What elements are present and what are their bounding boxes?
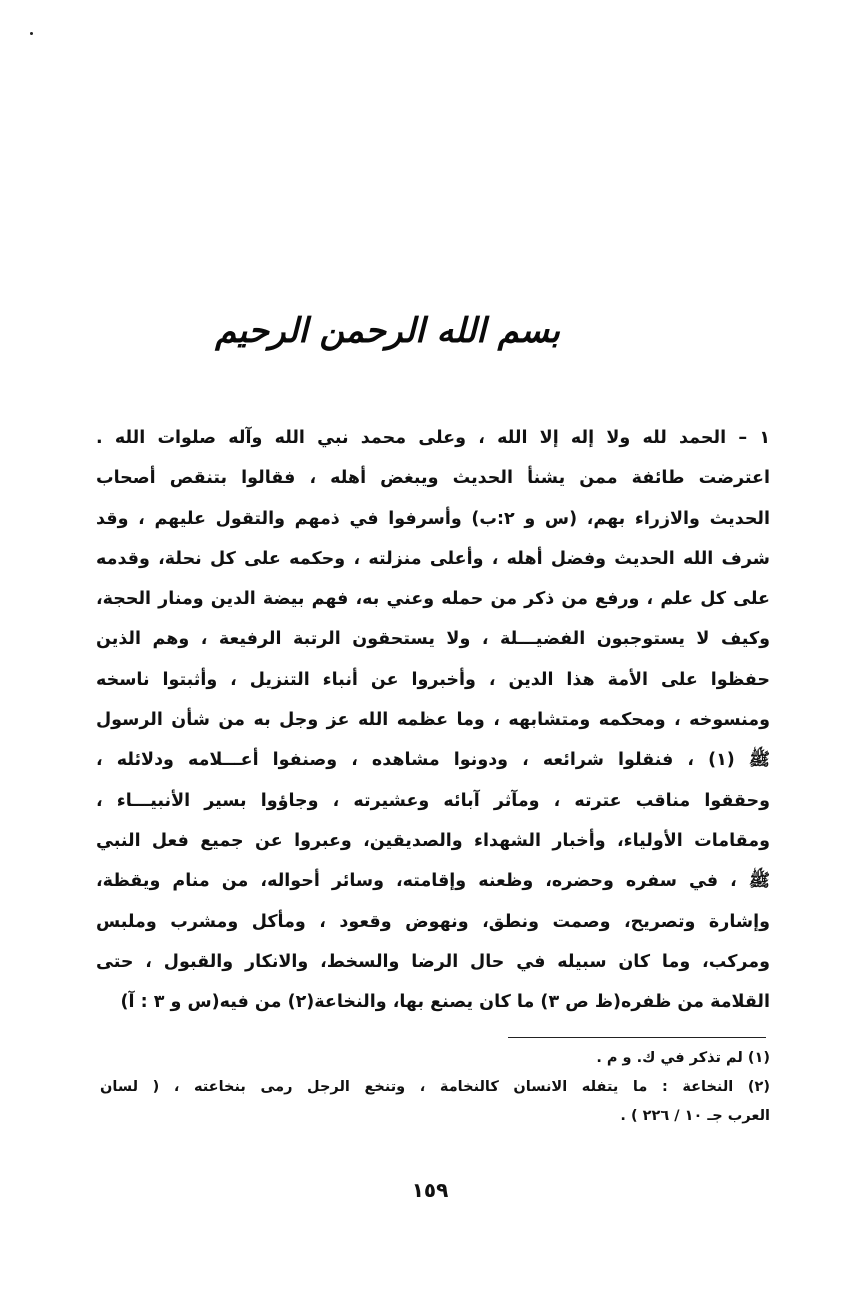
footnote-1: (١) لم تذكر في ك. و م . [596,1050,770,1066]
footnote-2: (٢) النخاعة : ما يتفله الانسان كالنخامة ، وتنخع الرجل رمى بنخاعته ، ( لسان [100,1079,770,1095]
text-line: وإشارة وتصريح، وصمت ونطق، ونهوض وقعود ، ومأكل ومشرب وملبس [96,911,770,932]
text-line: الحديث والازراء بهم، (س و ٢:ب) وأسرفوا في ذمهم والتقول عليهم ، وقد [96,508,770,529]
footnote-separator [508,1037,766,1038]
text-line: وكيف لا يستوجبون الفضيـــلة ، ولا يستحقون الرتبة الرفيعة ، وهم الذين [96,629,770,650]
main-text [96,418,770,1022]
text-line: ﷺ (١) ، فنقلوا شرائعه ، ودونوا مشاهده ، وصنفوا أعـــلامه ودلائله ، [96,750,770,771]
text-line: حفظوا على الأمة هذا الدين ، وأخبروا عن أنباء التنزيل ، وأثبتوا ناسخه [96,669,770,690]
text-line: شرف الله الحديث وفضل أهله ، وأعلى منزلته ، وحكمه على كل نحلة، وقدمه [96,548,770,569]
text-line: ومقامات الأولياء، وأخبار الشهداء والصديقين، وعبروا عن جميع فعل النبي [96,830,770,851]
scan-speck [30,32,33,35]
text-line: ومركب، وما كان سبيله في حال الرضا والسخط، والانكار والقبول ، حتى [96,951,770,972]
text-line: ومنسوخه ، ومحكمه ومتشابهه ، وما عظمه الله عز وجل به من شأن الرسول [96,710,770,731]
text-line: ١ – الحمد لله ولا إله إلا الله ، وعلى محمد نبي الله وآله صلوات الله . [96,428,770,448]
text-line: اعترضت طائفة ممن يشنأ الحديث ويبغض أهله ، فقالوا بتنقص أصحاب [96,468,770,489]
footnotes [100,1044,770,1131]
text-line: على كل علم ، ورفع من ذكر من حمله وعني به، فهم بيضة الدين ومنار الحجة، [96,589,770,610]
text-line: القلامة من ظفره(ظ ص ٣) ما كان يصنع بها، والنخاعة(٢) من فيه(س و ٣ : آ) [120,992,770,1013]
text-line: وحققوا مناقب عترته ، ومآثر آبائه وعشيرته ، وجاؤوا بسير الأنبيـــاء ، [96,790,770,811]
footnote-2-continued: العرب جـ ١٠ / ٢٢٦ ) . [620,1108,770,1124]
page-number: ١٥٩ [411,1178,449,1202]
text-line: ﷺ ، في سفره وحضره، وظعنه وإقامته، وسائر أحواله، من منام ويقظة، [96,871,770,892]
basmala-heading: بسم الله الرحمن الرحيم [215,311,560,351]
